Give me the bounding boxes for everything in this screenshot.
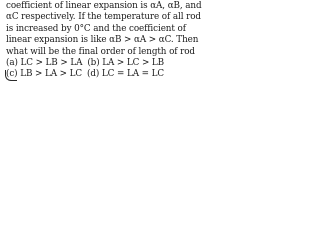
option-c-text: LB > LA > LC [20,69,83,80]
option-a [6,58,82,69]
options-row-1 [6,58,224,69]
option-a-text: LC > LB > LA [20,57,83,68]
question-line-1: coefficient of linear expansion is αA, αB, and [6,1,202,11]
option-c [6,69,82,80]
option-a-label: (a) [6,57,18,68]
option-d-label: (d) [87,69,100,80]
question-line-4: linear expansion is like αB > αA > αC. Then [6,35,199,46]
option-d [87,69,164,80]
question-line-5: what will be the final order of length of rod [6,46,195,57]
option-d-text: LC = LA = LC [101,69,164,80]
question-line-2: αC respectively. If the temperature of all rod [6,12,201,23]
question-line-3: is increased by 0°C and the coefficient of [6,23,186,34]
option-b-text: LA > LC > LB [102,57,165,68]
options-row-2 [6,69,224,80]
option-c-label: (c) [6,69,18,80]
question-text [6,1,224,81]
option-b-label: (b) [87,57,100,68]
answer-tick-mark [5,70,17,81]
option-b [87,58,164,69]
